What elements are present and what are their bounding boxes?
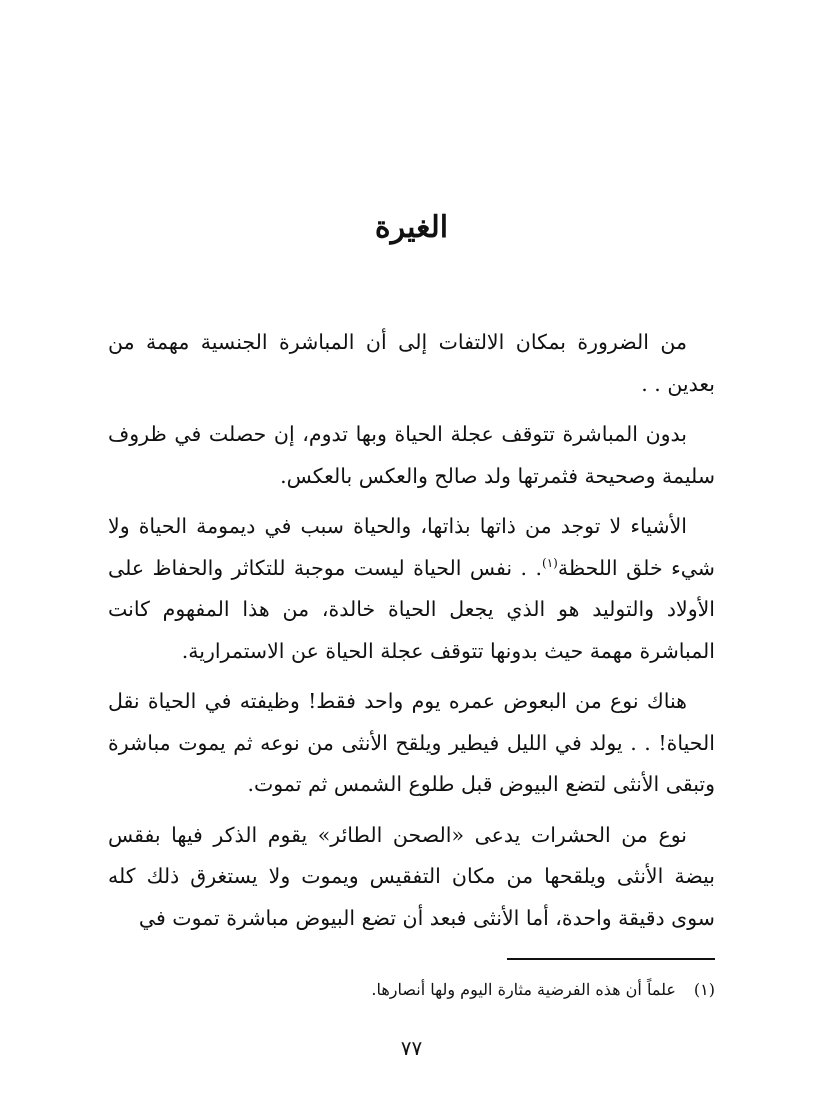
- paragraph-1: من الضرورة بمكان الالتفات إلى أن المباشرة الجنسية مهمة من بعدين . .: [108, 330, 715, 396]
- paragraph-2: بدون المباشرة تتوقف عجلة الحياة وبها تدوم، إن حصلت في ظروف سليمة وصحيحة فثمرتها ولد صالح والعكس بالعكس.: [108, 422, 715, 488]
- paragraph-5: نوع من الحشرات يدعى «الصحن الطائر» يقوم الذكر فيها بفقس بيضة الأنثى ويلقحها من مكان التفقيس ويموت ولا يستغرق ذلك كله سوى دقيقة واحدة، أما الأنثى فبعد أن تضع البيوض مباشرة تموت في: [108, 822, 715, 930]
- footnote-divider: [507, 958, 715, 960]
- body-text: [108, 322, 715, 948]
- paragraph-3-part-2: . . نفس الحياة ليست موجبة للتكاثر والحفاظ على الأولاد والتوليد هو الذي يجعل الحياة خالدة، من هذا المفهوم كانت المباشرة مهمة حيث بدونها تتوقف عجلة الحياة عن الاستمرارية.: [108, 555, 715, 663]
- page-number: ٧٧: [400, 1036, 423, 1060]
- paragraph-3: [108, 506, 715, 672]
- paragraph-3-part-1: الأشياء لا توجد من ذاتها بذاتها، والحياة سبب في ديمومة الحياة ولا شيء خلق اللحظة: [108, 514, 715, 580]
- chapter-title: الغيرة: [374, 210, 449, 245]
- footnote-number: (١): [693, 980, 715, 999]
- paragraph-4: هناك نوع من البعوض عمره يوم واحد فقط! وظيفته في الحياة نقل الحياة! . . يولد في الليل فيطير ويلقح الأنثى من نوعه ثم يموت مباشرة وتبقى الأنثى لتضع البيوض قبل طلوع الشمس ثم تموت.: [108, 689, 715, 796]
- footnote-reference: (١): [542, 555, 558, 570]
- footnote-text: علماً أن هذه الفرضية مثارة اليوم ولها أنصارها.: [371, 980, 676, 999]
- footnote: [108, 976, 715, 1004]
